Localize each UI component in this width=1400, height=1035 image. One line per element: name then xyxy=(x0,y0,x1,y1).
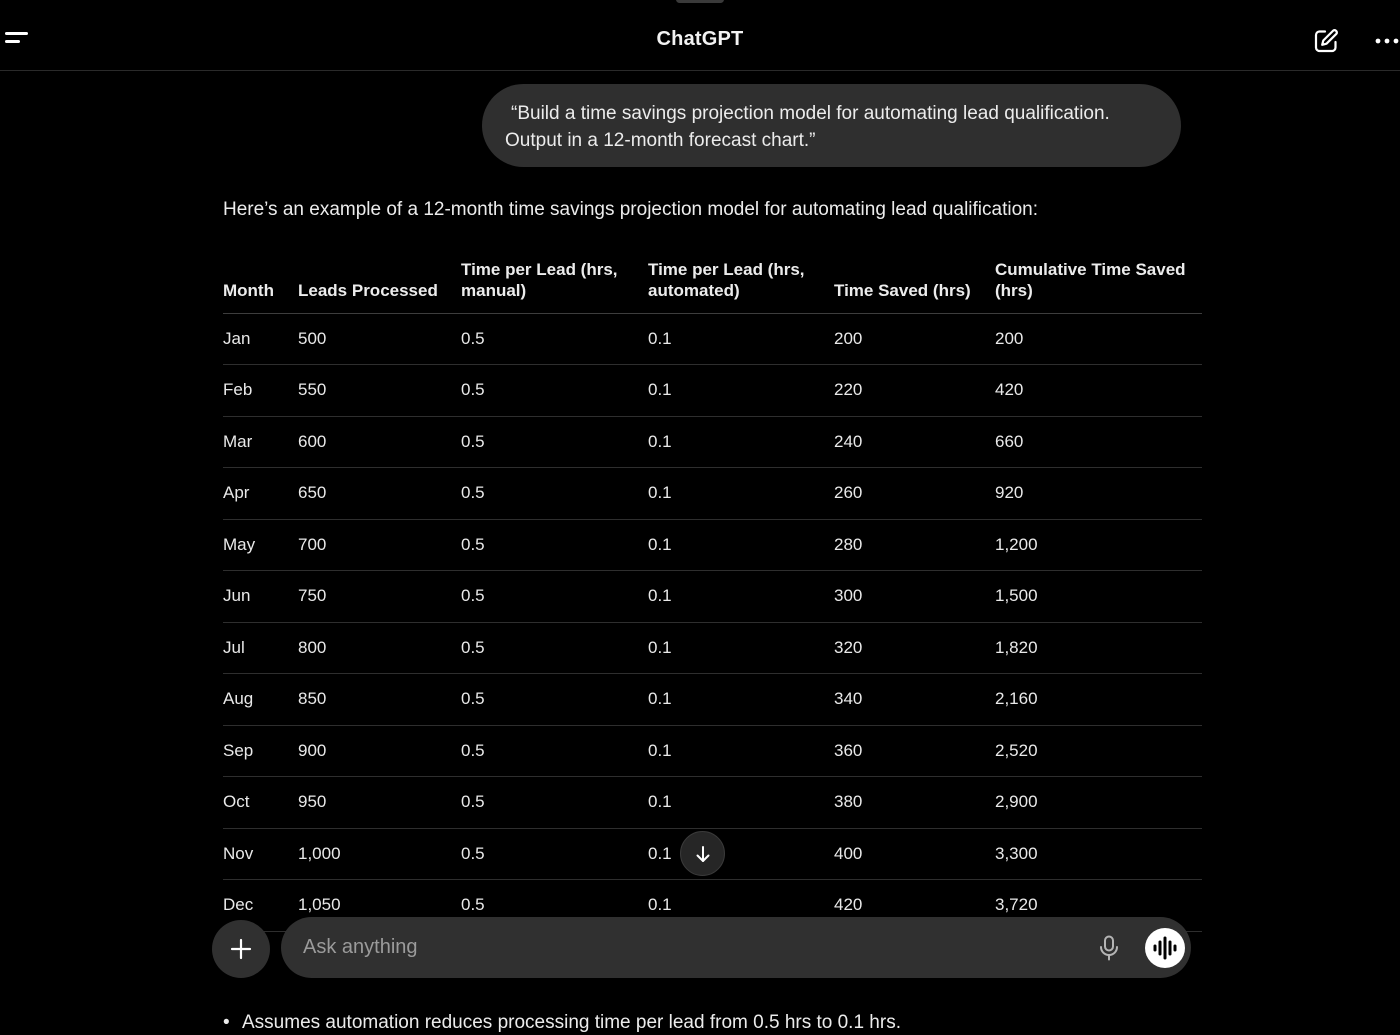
table-cell: 0.1 xyxy=(648,519,834,571)
table-cell: 380 xyxy=(834,777,995,829)
scroll-to-bottom-button[interactable] xyxy=(680,831,725,876)
table-cell: Jun xyxy=(223,571,298,623)
table-cell: 0.5 xyxy=(461,468,648,520)
voice-mode-icon xyxy=(1152,936,1178,960)
table-cell: 650 xyxy=(298,468,461,520)
table-cell: 500 xyxy=(298,313,461,365)
table-cell: 0.1 xyxy=(648,468,834,520)
table-row xyxy=(223,416,1202,468)
table-cell: Jan xyxy=(223,313,298,365)
plus-icon xyxy=(229,937,253,961)
table-cell: 1,200 xyxy=(995,519,1202,571)
table-cell: Aug xyxy=(223,674,298,726)
table-cell: 0.5 xyxy=(461,313,648,365)
table-cell: 0.5 xyxy=(461,674,648,726)
table-row xyxy=(223,725,1202,777)
table-cell: 3,300 xyxy=(995,828,1202,880)
table-cell: 1,500 xyxy=(995,571,1202,623)
column-header-time-per-lead-manual: Time per Lead (hrs, manual) xyxy=(461,250,648,313)
arrow-down-icon xyxy=(693,844,713,864)
table-cell: 1,050 xyxy=(298,880,461,932)
column-header-leads-processed: Leads Processed xyxy=(298,250,461,313)
message-composer xyxy=(281,917,1191,978)
attach-button[interactable] xyxy=(212,920,270,978)
table-cell: 0.1 xyxy=(648,777,834,829)
table-cell: Oct xyxy=(223,777,298,829)
table-cell: 0.5 xyxy=(461,416,648,468)
table-cell: 1,000 xyxy=(298,828,461,880)
table-cell: 750 xyxy=(298,571,461,623)
table-cell: 0.1 xyxy=(648,880,834,932)
table-cell: 200 xyxy=(995,313,1202,365)
column-header-month: Month xyxy=(223,250,298,313)
assistant-intro-text: Here’s an example of a 12-month time savings projection model for automating lead qualification: xyxy=(223,199,1038,220)
table-cell: Jul xyxy=(223,622,298,674)
app-title: ChatGPT xyxy=(656,28,744,50)
table-cell: 240 xyxy=(834,416,995,468)
table-cell: 600 xyxy=(298,416,461,468)
projection-table xyxy=(223,250,1202,932)
user-message-bubble xyxy=(482,84,1181,167)
table-row xyxy=(223,313,1202,365)
table-cell: Nov xyxy=(223,828,298,880)
table-cell: 700 xyxy=(298,519,461,571)
table-cell: 2,160 xyxy=(995,674,1202,726)
table-row xyxy=(223,365,1202,417)
table-cell: 2,900 xyxy=(995,777,1202,829)
window-grabber[interactable] xyxy=(676,0,724,3)
user-message-line: Output in a 12-month forecast chart.” xyxy=(505,130,816,151)
column-header-cumulative-time-saved: Cumulative Time Saved (hrs) xyxy=(995,250,1202,313)
message-input[interactable] xyxy=(303,917,1083,978)
table-row xyxy=(223,777,1202,829)
table-cell: 0.1 xyxy=(648,365,834,417)
table-cell: May xyxy=(223,519,298,571)
table-cell: 280 xyxy=(834,519,995,571)
table-cell: 0.1 xyxy=(648,416,834,468)
table-cell: Mar xyxy=(223,416,298,468)
mic-icon[interactable] xyxy=(1097,935,1121,961)
table-cell: 0.5 xyxy=(461,622,648,674)
table-row xyxy=(223,468,1202,520)
table-cell: 850 xyxy=(298,674,461,726)
table-cell: 0.5 xyxy=(461,725,648,777)
table-cell: 0.5 xyxy=(461,828,648,880)
table-row xyxy=(223,674,1202,726)
table-cell: 900 xyxy=(298,725,461,777)
compose-icon[interactable] xyxy=(1312,27,1340,55)
table-row xyxy=(223,571,1202,623)
column-header-time-saved: Time Saved (hrs) xyxy=(834,250,995,313)
table-cell: 340 xyxy=(834,674,995,726)
table-cell: Sep xyxy=(223,725,298,777)
table-cell: 0.5 xyxy=(461,519,648,571)
table-row xyxy=(223,519,1202,571)
table-cell: 800 xyxy=(298,622,461,674)
footnote-text: Assumes automation reduces processing time per lead from 0.5 hrs to 0.1 hrs. xyxy=(242,1012,901,1033)
table-cell: 0.1 xyxy=(648,828,834,880)
table-cell: 0.1 xyxy=(648,622,834,674)
table-cell: 2,520 xyxy=(995,725,1202,777)
top-bar xyxy=(0,0,1400,71)
table-row xyxy=(223,622,1202,674)
table-cell: Dec xyxy=(223,880,298,932)
table-cell: 0.1 xyxy=(648,313,834,365)
table-cell: 320 xyxy=(834,622,995,674)
table-cell: 200 xyxy=(834,313,995,365)
table-cell: 950 xyxy=(298,777,461,829)
table-cell: 220 xyxy=(834,365,995,417)
assistant-footnote xyxy=(223,1011,1223,1035)
table-cell: 920 xyxy=(995,468,1202,520)
table-cell: 360 xyxy=(834,725,995,777)
table-cell: 420 xyxy=(995,365,1202,417)
column-header-time-per-lead-automated: Time per Lead (hrs, automated) xyxy=(648,250,834,313)
table-cell: 0.5 xyxy=(461,880,648,932)
table-header-row xyxy=(223,250,1202,313)
more-icon[interactable] xyxy=(1374,28,1400,54)
table-cell: 1,820 xyxy=(995,622,1202,674)
table-cell: 260 xyxy=(834,468,995,520)
table-cell: 400 xyxy=(834,828,995,880)
bullet-marker: • xyxy=(223,1012,230,1033)
voice-mode-button[interactable] xyxy=(1145,928,1185,968)
table-cell: 550 xyxy=(298,365,461,417)
table-cell: 0.5 xyxy=(461,777,648,829)
table-cell: 3,720 xyxy=(995,880,1202,932)
table-cell: 420 xyxy=(834,880,995,932)
table-cell: 0.1 xyxy=(648,674,834,726)
table-cell: 0.1 xyxy=(648,571,834,623)
table-cell: Feb xyxy=(223,365,298,417)
table-cell: 660 xyxy=(995,416,1202,468)
projection-table-container[interactable] xyxy=(223,250,1203,915)
table-cell: 0.1 xyxy=(648,725,834,777)
table-cell: 0.5 xyxy=(461,571,648,623)
table-cell: 0.5 xyxy=(461,365,648,417)
table-cell: Apr xyxy=(223,468,298,520)
table-cell: 300 xyxy=(834,571,995,623)
user-message-line: “Build a time savings projection model for automating lead qualification. xyxy=(511,103,1110,124)
